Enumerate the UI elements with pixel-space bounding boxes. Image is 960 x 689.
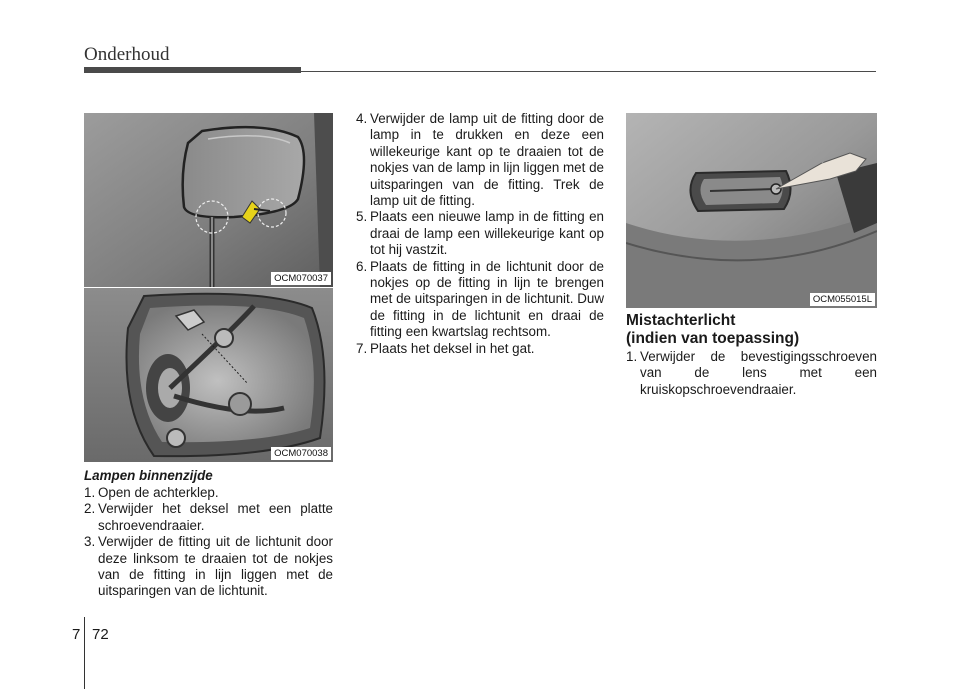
figure-tailgate-cover <box>84 113 333 287</box>
figure-rear-fog-lamp <box>626 113 877 308</box>
section-title-rear-fog-lamp <box>626 312 799 348</box>
step-text: Verwijder de bevestigingsschroeven van de lens met een kruiskopschroevendraaier. <box>640 349 877 397</box>
step-number: 6. <box>356 258 368 274</box>
steps-middle-column <box>356 111 604 357</box>
step-number: 2. <box>84 501 96 517</box>
step-number: 7. <box>356 340 368 356</box>
steps-right-column <box>626 349 877 398</box>
page-divider <box>84 617 85 689</box>
step-item <box>84 534 333 600</box>
steps-left-column <box>84 485 333 600</box>
step-item <box>84 485 333 501</box>
bulb-socket-illustration <box>84 288 333 462</box>
step-number: 4. <box>356 111 368 126</box>
subheading-inner-lamps: Lampen binnenzijde <box>84 468 213 483</box>
figure-code: OCM055015L <box>810 293 875 306</box>
step-text: Verwijder de lamp uit de fitting door de lamp in te drukken en deze een willekeurige kant op te draaien tot de nokjes van de lamp in lijn liggen met de uitsparingen van de fitting. Trek de lamp uit de fitting. <box>370 111 604 209</box>
figure-code: OCM070037 <box>271 272 331 285</box>
figure-code: OCM070038 <box>271 447 331 460</box>
step-number: 1. <box>626 349 638 364</box>
step-item <box>356 341 604 357</box>
step-text: Plaats de fitting in de lichtunit door de nokjes op de fitting in lijn te brengen met de uitsparingen in de lichtunit. Duw de fitting in de lichtunit en draai de fitting een kwartslag rechtsom. <box>370 258 604 340</box>
step-text: Verwijder het deksel met een platte schroevendraaier. <box>98 501 333 533</box>
step-text: Open de achterklep. <box>98 485 219 500</box>
step-item <box>356 111 604 209</box>
step-item <box>626 349 877 398</box>
step-text: Plaats een nieuwe lamp in de fitting en draai de lamp een willekeurige kant op tot hij vastzit. <box>370 209 604 258</box>
section-title-line: (indien van toepassing) <box>626 330 800 347</box>
step-number: 5. <box>356 209 368 225</box>
step-text: Plaats het deksel in het gat. <box>370 340 535 356</box>
step-text: Verwijder de fitting uit de lichtunit door deze linksom te draaien tot de nokjes van de fitting in lijn liggen met de uitsparingen van de lichtunit. <box>98 534 333 599</box>
header-rule-thick <box>84 67 301 73</box>
rear-fog-lamp-illustration <box>626 113 877 308</box>
step-number: 1. <box>84 485 96 500</box>
step-item <box>84 501 333 534</box>
step-item <box>356 209 604 258</box>
step-item <box>356 259 604 341</box>
header-title: Onderhoud <box>84 44 170 65</box>
tailgate-cover-illustration <box>84 113 333 287</box>
step-number: 3. <box>84 534 96 550</box>
chapter-number: 7 <box>72 626 81 643</box>
header-rule-thin <box>301 71 876 72</box>
section-title-line: Mistachterlicht <box>626 312 736 329</box>
page-number: 72 <box>92 626 109 643</box>
figure-bulb-socket <box>84 288 333 462</box>
